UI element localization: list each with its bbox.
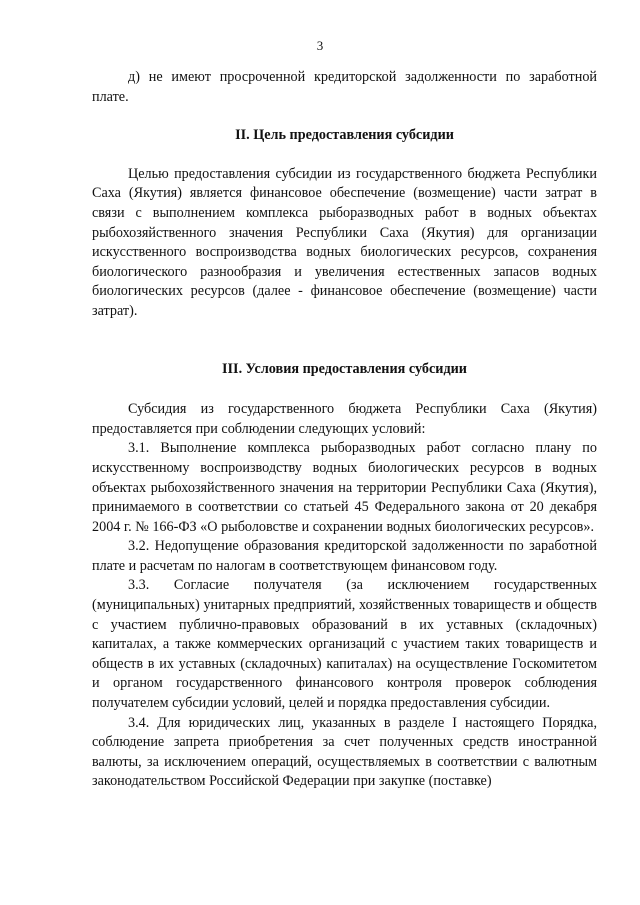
section-heading-goal: II. Цель предоставления субсидии — [235, 127, 454, 144]
document-body — [92, 68, 597, 792]
paragraph-condition-3-4: 3.4. Для юридических лиц, указанных в разделе I настоящего Порядка, соблюдение запрета приобретения за счет полученных средств иностранной валюты, за исключением операций, осуществляемых в соответствии с валютным законодательством Российской Федерации при закупке (поставке) — [92, 714, 597, 790]
paragraph-condition-3-2: 3.2. Недопущение образования кредиторской задолженности по заработной плате и расчетам по налогам в соответствующем финансовом году. — [92, 538, 597, 574]
page-number: 3 — [316, 38, 324, 53]
paragraph-condition-3-1: 3.1. Выполнение комплекса рыборазводных работ согласно плану по искусственному воспроизводству водных биологических ресурсов в водных объектах рыбохозяйственного значения на территории Республики Саха (Якутия), принимаемого в соответствии со статьей 45 Федерального закона от 20 декабря 2004 г. № 166-ФЗ «О рыболовстве и сохранении водных биологических ресурсов». — [92, 440, 597, 535]
paragraph-condition-3-3: 3.3. Согласие получателя (за исключением государственных (муниципальных) унитарных предприятий, хозяйственных товариществ и обществ с участием публично-правовых образований в их уставных (складочных) капиталах, а также коммерческих организаций с участием таких товариществ и обществ в их уставных (складочных) капиталах) на осуществление Госкомитетом и органом государственного финансового контроля проверок соблюдения получателем субсидии условий, целей и порядка предоставления субсидии. — [92, 577, 597, 712]
paragraph-item-d: д) не имеют просроченной кредиторской задолженности по заработной плате. — [92, 69, 597, 105]
section-heading-conditions: III. Условия предоставления субсидии — [222, 360, 467, 377]
paragraph-conditions-intro: Субсидия из государственного бюджета Республики Саха (Якутия) предоставляется при соблюдении следующих условий: — [92, 401, 597, 437]
paragraph-goal: Целью предоставления субсидии из государственного бюджета Республики Саха (Якутия) является финансовое обеспечение (возмещение) части затрат в связи с выполнением комплекса рыборазводных работ в водных объектах рыбохозяйственного значения Республики Саха (Якутия) для организации искусственного воспроизводства водных биологических ресурсов, сохранения биологического разнообразия и увеличения естественных запасов водных биологических ресурсов (далее - финансовое обеспечение (возмещение) части затрат). — [92, 165, 597, 319]
